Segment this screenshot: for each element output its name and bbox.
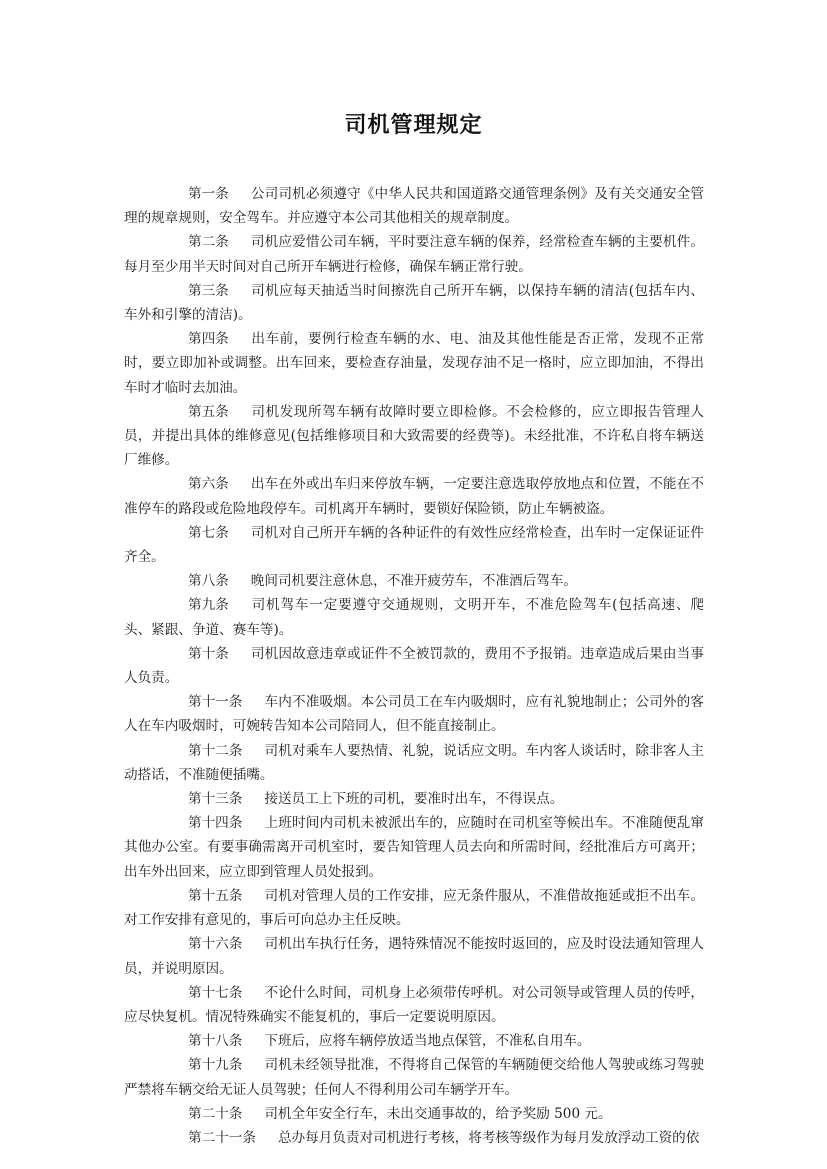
article xyxy=(124,690,704,738)
article-text: 出车前，要例行检查车辆的水、电、油及其他性能是否正常，发现不正常时，要立即加补或调整。出车回来，要检查存油量，发现存油不足一格时，应立即加油，不得出车时才临时去加油。 xyxy=(124,331,704,396)
article-number: 第十六条 xyxy=(188,936,243,953)
article-text: 出车在外或出车归来停放车辆，一定要注意选取停放地点和位置，不能在不准停车的路段或危险地段停车。司机离开车辆时，要锁好保险锁，防止车辆被盗。 xyxy=(124,476,704,517)
article-text: 接送员工上下班的司机，要准时出车，不得误点。 xyxy=(264,791,564,808)
article xyxy=(124,884,704,932)
article-text: 总办每月负责对司机进行考核，将考核等级作为每月发放浮动工资的依 xyxy=(277,1129,700,1146)
article-number: 第十条 xyxy=(188,645,229,662)
article-text: 司机驾车一定要遵守交通规则，文明开车，不准危险驾车(包括高速、爬头、紧跟、争道、赛车等)。 xyxy=(124,597,704,638)
article xyxy=(124,787,704,811)
article-number: 第三条 xyxy=(188,282,229,299)
article-number: 第八条 xyxy=(188,573,229,590)
article-number: 第二条 xyxy=(188,234,229,251)
article xyxy=(124,472,704,520)
article xyxy=(124,739,704,787)
article-text: 司机对管理人员的工作安排，应无条件服从，不准借故拖延或拒不出车。对工作安排有意见的，事后可向总办主任反映。 xyxy=(124,887,704,929)
article-number: 第十八条 xyxy=(188,1033,243,1050)
article xyxy=(124,1053,704,1101)
article-text: 司机发现所驾车辆有故障时要立即检修。不会检修的，应立即报告管理人员，并提出具体的维修意见(包括维修项目和大致需要的经费等)。未经批准，不许私自将车辆送厂维修。 xyxy=(124,403,704,469)
article xyxy=(124,521,704,569)
article-number: 第十四条 xyxy=(188,815,243,832)
document-body xyxy=(124,182,704,1150)
article xyxy=(124,642,704,690)
article-number: 第七条 xyxy=(188,524,229,541)
article-text: 不论什么时间，司机身上必须带传呼机。对公司领导或管理人员的传呼，应尽快复机。情况特殊确实不能复机的，事后一定要说明原因。 xyxy=(124,984,704,1025)
article-text: 司机对乘车人要热情、礼貌，说话应文明。车内客人谈话时，除非客人主动搭话，不准随便插嘴。 xyxy=(124,742,704,783)
article xyxy=(124,1029,704,1053)
article-number: 第二十条 xyxy=(188,1105,243,1122)
article-text: 下班后，应将车辆停放适当地点保管，不准私自用车。 xyxy=(264,1033,591,1050)
article-text: 司机因故意违章或证件不全被罚款的，费用不予报销。违章造成后果由当事人负责。 xyxy=(124,645,704,687)
article xyxy=(124,230,704,278)
article xyxy=(124,811,704,884)
article-text: 公司司机必须遵守《中华人民共和国道路交通管理条例》及有关交通安全管理的规章规则，安全驾车。并应遵守本公司其他相关的规章制度。 xyxy=(124,186,704,227)
article-number: 第五条 xyxy=(188,403,229,420)
article-text: 司机应爱惜公司车辆，平时要注意车辆的保养，经常检查车辆的主要机件。每月至少用半天时间对自己所开车辆进行检修，确保车辆正常行驶。 xyxy=(124,234,704,275)
article-number: 第一条 xyxy=(188,186,229,202)
article xyxy=(124,400,704,473)
document-title: 司机管理规定 xyxy=(344,113,483,138)
article-number: 第二十一条 xyxy=(188,1129,256,1146)
article-number: 第十七条 xyxy=(188,984,243,1001)
article-text: 晚间司机要注意休息，不准开疲劳车，不准酒后驾车。 xyxy=(250,573,578,590)
article-text: 车内不准吸烟。本公司员工在车内吸烟时，应有礼貌地制止；公司外的客人在车内吸烟时，可婉转告知本公司陪同人，但不能直接制止。 xyxy=(124,694,704,735)
article-number: 第四条 xyxy=(188,331,229,348)
article xyxy=(124,569,704,593)
article xyxy=(124,1126,704,1150)
article xyxy=(124,327,704,400)
article-text: 司机全年安全行车，未出交通事故的，给予奖励 500 元。 xyxy=(264,1105,612,1122)
article-text: 司机未经领导批准，不得将自己保管的车辆随便交给他人驾驶或练习驾驶严禁将车辆交给无证人员驾驶；任何人不得利用公司车辆学开车。 xyxy=(124,1057,704,1098)
article-number: 第十二条 xyxy=(188,742,243,759)
article xyxy=(124,981,704,1029)
article xyxy=(124,182,704,230)
article xyxy=(124,932,704,980)
article-text: 上班时间内司机未被派出车的，应随时在司机室等候出车。不准随便乱窜其他办公室。有要事确需离开司机室时，要告知管理人员去向和所需时间，经批准后方可离开；出车外出回来，应立即到管理人员处报到。 xyxy=(124,815,704,880)
article xyxy=(124,593,704,641)
article-text: 司机对自己所开车辆的各种证件的有效性应经常检查，出车时一定保证证件齐全。 xyxy=(124,524,704,566)
article-text: 司机出车执行任务，遇特殊情况不能按时返回的，应及时设法通知管理人员，并说明原因。 xyxy=(124,936,704,977)
article xyxy=(124,1102,704,1126)
article-number: 第九条 xyxy=(188,597,229,614)
article-number: 第十九条 xyxy=(188,1057,243,1074)
article-number: 第十一条 xyxy=(188,694,243,711)
article-text: 司机应每天抽适当时间擦洗自己所开车辆，以保持车辆的清洁(包括车内、车外和引擎的清洁)。 xyxy=(124,282,704,324)
article xyxy=(124,279,704,327)
article-number: 第十五条 xyxy=(188,887,243,904)
article-number: 第十三条 xyxy=(188,791,243,808)
article-number: 第六条 xyxy=(188,476,229,493)
